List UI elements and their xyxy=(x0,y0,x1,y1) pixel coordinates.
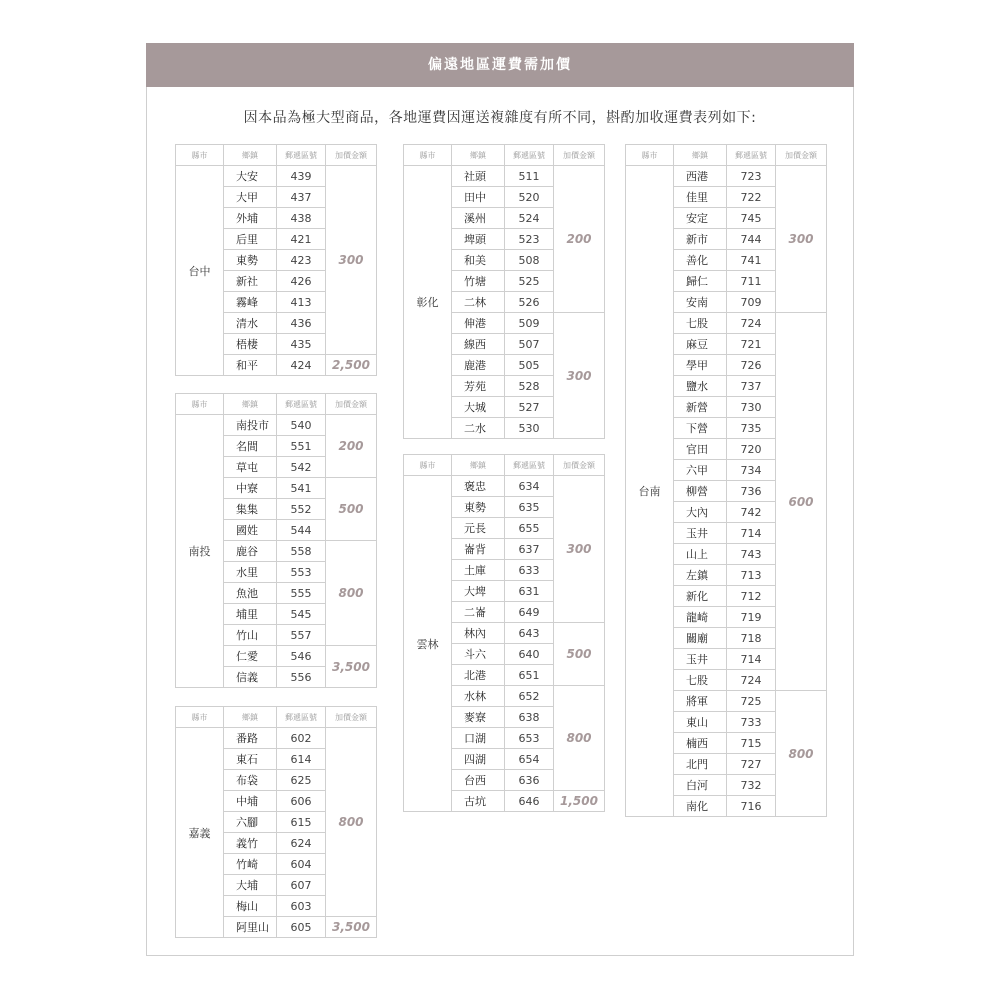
price-cell: 3,500 xyxy=(326,917,377,938)
town-cell: 古坑 xyxy=(452,791,505,812)
town-cell: 大城 xyxy=(452,397,505,418)
table-row xyxy=(626,166,827,187)
town-cell: 新化 xyxy=(674,586,727,607)
price-cell: 300 xyxy=(554,476,605,623)
zip-cell: 523 xyxy=(505,229,554,250)
header-town: 鄉鎮 xyxy=(452,145,505,166)
town-cell: 大埔 xyxy=(224,875,277,896)
zip-cell: 725 xyxy=(727,691,776,712)
zip-cell: 555 xyxy=(277,583,326,604)
zip-cell: 607 xyxy=(277,875,326,896)
town-cell: 大安 xyxy=(224,166,277,187)
rate-table-chiayi xyxy=(175,706,377,938)
price-cell: 300 xyxy=(554,313,605,439)
town-cell: 草屯 xyxy=(224,457,277,478)
town-cell: 大內 xyxy=(674,502,727,523)
zip-cell: 520 xyxy=(505,187,554,208)
price-cell: 800 xyxy=(554,686,605,791)
zip-cell: 439 xyxy=(277,166,326,187)
town-cell: 將軍 xyxy=(674,691,727,712)
town-cell: 魚池 xyxy=(224,583,277,604)
town-cell: 七股 xyxy=(674,670,727,691)
price-cell: 1,500 xyxy=(554,791,605,812)
town-cell: 新社 xyxy=(224,271,277,292)
zip-cell: 719 xyxy=(727,607,776,628)
header-zip: 郵遞區號 xyxy=(277,394,326,415)
header-city: 縣市 xyxy=(404,145,452,166)
town-cell: 東石 xyxy=(224,749,277,770)
zip-cell: 735 xyxy=(727,418,776,439)
zip-cell: 524 xyxy=(505,208,554,229)
town-cell: 梧棲 xyxy=(224,334,277,355)
town-cell: 水里 xyxy=(224,562,277,583)
town-cell: 芳苑 xyxy=(452,376,505,397)
header-price: 加價金額 xyxy=(326,394,377,415)
zip-cell: 413 xyxy=(277,292,326,313)
table-header-row xyxy=(176,145,377,166)
zip-cell: 557 xyxy=(277,625,326,646)
town-cell: 玉井 xyxy=(674,649,727,670)
price-cell: 3,500 xyxy=(326,646,377,688)
table-row xyxy=(176,728,377,749)
town-cell: 霧峰 xyxy=(224,292,277,313)
zip-cell: 714 xyxy=(727,649,776,670)
table-header-row xyxy=(176,394,377,415)
town-cell: 七股 xyxy=(674,313,727,334)
header-city: 縣市 xyxy=(404,455,452,476)
zip-cell: 542 xyxy=(277,457,326,478)
header-town: 鄉鎮 xyxy=(224,145,277,166)
town-cell: 義竹 xyxy=(224,833,277,854)
town-cell: 南投市 xyxy=(224,415,277,436)
town-cell: 二水 xyxy=(452,418,505,439)
town-cell: 阿里山 xyxy=(224,917,277,938)
town-cell: 新市 xyxy=(674,229,727,250)
city-cell: 雲林 xyxy=(404,476,452,812)
zip-cell: 722 xyxy=(727,187,776,208)
town-cell: 溪州 xyxy=(452,208,505,229)
table-row xyxy=(176,415,377,436)
header-town: 鄉鎮 xyxy=(674,145,727,166)
zip-cell: 726 xyxy=(727,355,776,376)
town-cell: 佳里 xyxy=(674,187,727,208)
zip-cell: 744 xyxy=(727,229,776,250)
town-cell: 和美 xyxy=(452,250,505,271)
town-cell: 善化 xyxy=(674,250,727,271)
zip-cell: 637 xyxy=(505,539,554,560)
header-town: 鄉鎮 xyxy=(452,455,505,476)
zip-cell: 651 xyxy=(505,665,554,686)
town-cell: 柳營 xyxy=(674,481,727,502)
town-cell: 官田 xyxy=(674,439,727,460)
price-cell: 800 xyxy=(326,541,377,646)
zip-cell: 634 xyxy=(505,476,554,497)
town-cell: 左鎮 xyxy=(674,565,727,586)
header-city: 縣市 xyxy=(626,145,674,166)
header-zip: 郵遞區號 xyxy=(727,145,776,166)
town-cell: 伸港 xyxy=(452,313,505,334)
town-cell: 田中 xyxy=(452,187,505,208)
zip-cell: 614 xyxy=(277,749,326,770)
header-town: 鄉鎮 xyxy=(224,394,277,415)
zip-cell: 633 xyxy=(505,560,554,581)
town-cell: 后里 xyxy=(224,229,277,250)
zip-cell: 421 xyxy=(277,229,326,250)
zip-cell: 724 xyxy=(727,670,776,691)
town-cell: 關廟 xyxy=(674,628,727,649)
zip-cell: 741 xyxy=(727,250,776,271)
town-cell: 土庫 xyxy=(452,560,505,581)
price-cell: 600 xyxy=(776,313,827,691)
zip-cell: 638 xyxy=(505,707,554,728)
zip-cell: 734 xyxy=(727,460,776,481)
zip-cell: 640 xyxy=(505,644,554,665)
town-cell: 學甲 xyxy=(674,355,727,376)
town-cell: 信義 xyxy=(224,667,277,688)
town-cell: 埤頭 xyxy=(452,229,505,250)
zip-cell: 423 xyxy=(277,250,326,271)
zip-cell: 737 xyxy=(727,376,776,397)
city-cell: 嘉義 xyxy=(176,728,224,938)
town-cell: 褒忠 xyxy=(452,476,505,497)
zip-cell: 711 xyxy=(727,271,776,292)
city-cell: 台南 xyxy=(626,166,674,817)
header-town: 鄉鎮 xyxy=(224,707,277,728)
rate-table-yunlin xyxy=(403,454,605,812)
town-cell: 下營 xyxy=(674,418,727,439)
town-cell: 安南 xyxy=(674,292,727,313)
rate-table-changhua xyxy=(403,144,605,439)
town-cell: 中埔 xyxy=(224,791,277,812)
town-cell: 梅山 xyxy=(224,896,277,917)
zip-cell: 426 xyxy=(277,271,326,292)
zip-cell: 604 xyxy=(277,854,326,875)
page-banner: 偏遠地區運費需加價 xyxy=(146,43,854,87)
zip-cell: 424 xyxy=(277,355,326,376)
town-cell: 玉井 xyxy=(674,523,727,544)
town-cell: 埔里 xyxy=(224,604,277,625)
town-cell: 東山 xyxy=(674,712,727,733)
town-cell: 安定 xyxy=(674,208,727,229)
price-cell: 800 xyxy=(326,728,377,917)
town-cell: 清水 xyxy=(224,313,277,334)
zip-cell: 714 xyxy=(727,523,776,544)
zip-cell: 654 xyxy=(505,749,554,770)
rate-table-nantou xyxy=(175,393,377,688)
zip-cell: 723 xyxy=(727,166,776,187)
price-cell: 200 xyxy=(326,415,377,478)
zip-cell: 603 xyxy=(277,896,326,917)
town-cell: 六甲 xyxy=(674,460,727,481)
zip-cell: 528 xyxy=(505,376,554,397)
zip-cell: 721 xyxy=(727,334,776,355)
zip-cell: 625 xyxy=(277,770,326,791)
town-cell: 六腳 xyxy=(224,812,277,833)
town-cell: 水林 xyxy=(452,686,505,707)
header-zip: 郵遞區號 xyxy=(277,145,326,166)
zip-cell: 525 xyxy=(505,271,554,292)
page-subtitle: 因本品為極大型商品，各地運費因運送複雜度有所不同，斟酌加收運費表列如下: xyxy=(243,110,757,126)
zip-cell: 602 xyxy=(277,728,326,749)
town-cell: 四湖 xyxy=(452,749,505,770)
zip-cell: 743 xyxy=(727,544,776,565)
header-price: 加價金額 xyxy=(326,145,377,166)
table-row xyxy=(404,166,605,187)
zip-cell: 718 xyxy=(727,628,776,649)
zip-cell: 715 xyxy=(727,733,776,754)
town-cell: 大甲 xyxy=(224,187,277,208)
town-cell: 鹿港 xyxy=(452,355,505,376)
header-zip: 郵遞區號 xyxy=(505,455,554,476)
town-cell: 仁愛 xyxy=(224,646,277,667)
rate-table-taichung xyxy=(175,144,377,376)
town-cell: 北門 xyxy=(674,754,727,775)
town-cell: 元長 xyxy=(452,518,505,539)
zip-cell: 649 xyxy=(505,602,554,623)
header-zip: 郵遞區號 xyxy=(277,707,326,728)
city-cell: 南投 xyxy=(176,415,224,688)
price-cell: 200 xyxy=(554,166,605,313)
zip-cell: 546 xyxy=(277,646,326,667)
town-cell: 新營 xyxy=(674,397,727,418)
town-cell: 龍崎 xyxy=(674,607,727,628)
table-row xyxy=(176,166,377,187)
town-cell: 崙背 xyxy=(452,539,505,560)
zip-cell: 713 xyxy=(727,565,776,586)
town-cell: 白河 xyxy=(674,775,727,796)
town-cell: 鹿谷 xyxy=(224,541,277,562)
zip-cell: 655 xyxy=(505,518,554,539)
zip-cell: 508 xyxy=(505,250,554,271)
header-city: 縣市 xyxy=(176,145,224,166)
town-cell: 麥寮 xyxy=(452,707,505,728)
zip-cell: 709 xyxy=(727,292,776,313)
zip-cell: 540 xyxy=(277,415,326,436)
zip-cell: 435 xyxy=(277,334,326,355)
zip-cell: 724 xyxy=(727,313,776,334)
zip-cell: 505 xyxy=(505,355,554,376)
zip-cell: 745 xyxy=(727,208,776,229)
zip-cell: 605 xyxy=(277,917,326,938)
zip-cell: 436 xyxy=(277,313,326,334)
zip-cell: 736 xyxy=(727,481,776,502)
zip-cell: 437 xyxy=(277,187,326,208)
zip-cell: 646 xyxy=(505,791,554,812)
town-cell: 西港 xyxy=(674,166,727,187)
city-cell: 台中 xyxy=(176,166,224,376)
price-cell: 2,500 xyxy=(326,355,377,376)
zip-cell: 732 xyxy=(727,775,776,796)
price-cell: 800 xyxy=(776,691,827,817)
zip-cell: 615 xyxy=(277,812,326,833)
town-cell: 中寮 xyxy=(224,478,277,499)
town-cell: 二崙 xyxy=(452,602,505,623)
town-cell: 社頭 xyxy=(452,166,505,187)
zip-cell: 530 xyxy=(505,418,554,439)
town-cell: 南化 xyxy=(674,796,727,817)
zip-cell: 643 xyxy=(505,623,554,644)
zip-cell: 556 xyxy=(277,667,326,688)
town-cell: 歸仁 xyxy=(674,271,727,292)
header-zip: 郵遞區號 xyxy=(505,145,554,166)
town-cell: 線西 xyxy=(452,334,505,355)
zip-cell: 742 xyxy=(727,502,776,523)
town-cell: 斗六 xyxy=(452,644,505,665)
zip-cell: 653 xyxy=(505,728,554,749)
town-cell: 名間 xyxy=(224,436,277,457)
town-cell: 林內 xyxy=(452,623,505,644)
town-cell: 楠西 xyxy=(674,733,727,754)
table-header-row xyxy=(404,145,605,166)
town-cell: 大埤 xyxy=(452,581,505,602)
table-header-row xyxy=(176,707,377,728)
town-cell: 北港 xyxy=(452,665,505,686)
town-cell: 二林 xyxy=(452,292,505,313)
town-cell: 竹山 xyxy=(224,625,277,646)
header-price: 加價金額 xyxy=(326,707,377,728)
town-cell: 和平 xyxy=(224,355,277,376)
zip-cell: 712 xyxy=(727,586,776,607)
zip-cell: 635 xyxy=(505,497,554,518)
city-cell: 彰化 xyxy=(404,166,452,439)
zip-cell: 606 xyxy=(277,791,326,812)
zip-cell: 438 xyxy=(277,208,326,229)
zip-cell: 727 xyxy=(727,754,776,775)
town-cell: 竹塘 xyxy=(452,271,505,292)
header-price: 加價金額 xyxy=(554,455,605,476)
zip-cell: 558 xyxy=(277,541,326,562)
table-header-row xyxy=(404,455,605,476)
zip-cell: 631 xyxy=(505,581,554,602)
zip-cell: 551 xyxy=(277,436,326,457)
zip-cell: 507 xyxy=(505,334,554,355)
rate-table-tainan xyxy=(625,144,827,817)
zip-cell: 544 xyxy=(277,520,326,541)
zip-cell: 545 xyxy=(277,604,326,625)
zip-cell: 527 xyxy=(505,397,554,418)
price-cell: 300 xyxy=(326,166,377,355)
header-price: 加價金額 xyxy=(776,145,827,166)
town-cell: 竹崎 xyxy=(224,854,277,875)
zip-cell: 541 xyxy=(277,478,326,499)
town-cell: 麻豆 xyxy=(674,334,727,355)
table-row xyxy=(404,476,605,497)
zip-cell: 733 xyxy=(727,712,776,733)
zip-cell: 624 xyxy=(277,833,326,854)
zip-cell: 652 xyxy=(505,686,554,707)
town-cell: 鹽水 xyxy=(674,376,727,397)
zip-cell: 552 xyxy=(277,499,326,520)
town-cell: 台西 xyxy=(452,770,505,791)
zip-cell: 716 xyxy=(727,796,776,817)
header-city: 縣市 xyxy=(176,394,224,415)
town-cell: 口湖 xyxy=(452,728,505,749)
price-cell: 500 xyxy=(326,478,377,541)
zip-cell: 636 xyxy=(505,770,554,791)
zip-cell: 730 xyxy=(727,397,776,418)
zip-cell: 511 xyxy=(505,166,554,187)
price-cell: 300 xyxy=(776,166,827,313)
table-header-row xyxy=(626,145,827,166)
town-cell: 國姓 xyxy=(224,520,277,541)
zip-cell: 526 xyxy=(505,292,554,313)
town-cell: 番路 xyxy=(224,728,277,749)
zip-cell: 553 xyxy=(277,562,326,583)
zip-cell: 720 xyxy=(727,439,776,460)
town-cell: 外埔 xyxy=(224,208,277,229)
town-cell: 集集 xyxy=(224,499,277,520)
town-cell: 布袋 xyxy=(224,770,277,791)
town-cell: 東勢 xyxy=(452,497,505,518)
price-cell: 500 xyxy=(554,623,605,686)
header-city: 縣市 xyxy=(176,707,224,728)
town-cell: 東勢 xyxy=(224,250,277,271)
header-price: 加價金額 xyxy=(554,145,605,166)
zip-cell: 509 xyxy=(505,313,554,334)
town-cell: 山上 xyxy=(674,544,727,565)
